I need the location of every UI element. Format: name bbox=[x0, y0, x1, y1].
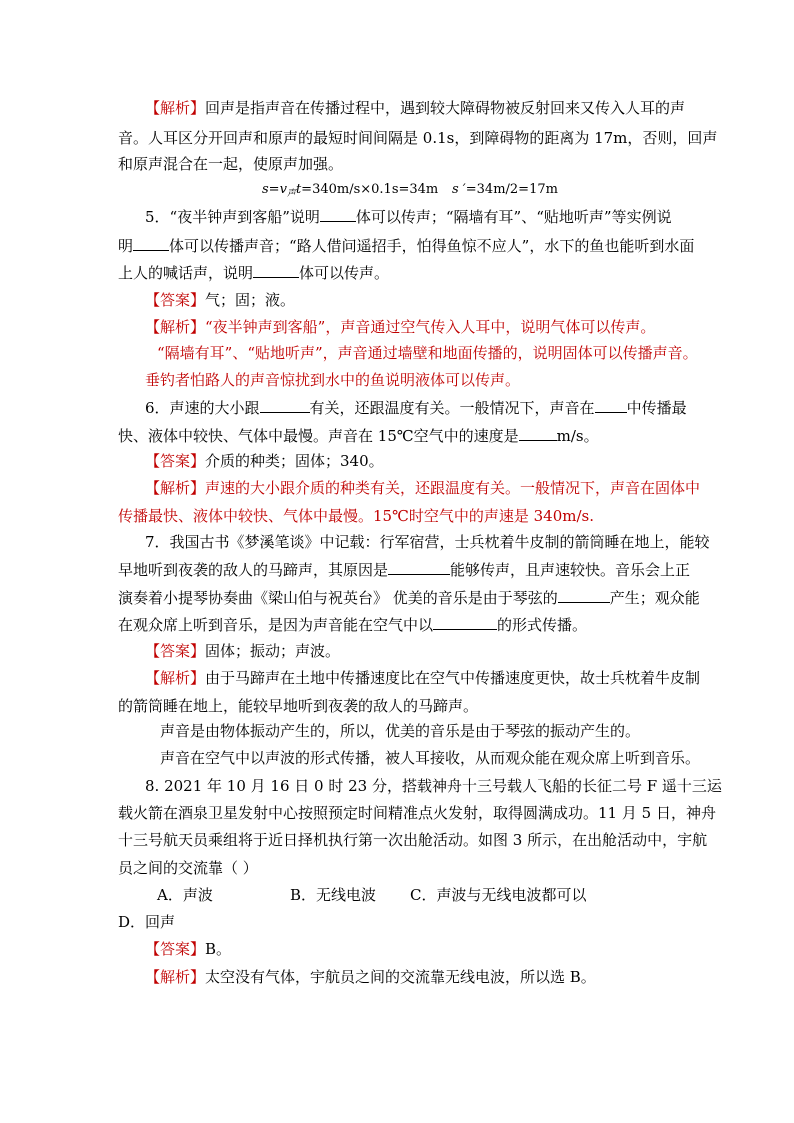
question-7-line: 在观众席上听到音乐，是因为声音能在空气中以 的形式传播。 bbox=[118, 616, 588, 634]
answer-line bbox=[145, 451, 384, 471]
question-6-line: 6．声速的大小跟 有关，还跟温度有关。一般情况下，声音在 中传播最 bbox=[145, 399, 687, 417]
answer-text: 介质的种类；固体；340。 bbox=[205, 452, 384, 470]
answer-tag: 【答案】 bbox=[145, 940, 206, 958]
answer-blank bbox=[133, 235, 169, 251]
answer-tag: 【答案】 bbox=[145, 452, 206, 470]
answer-tag: 【答案】 bbox=[145, 291, 206, 309]
analysis-line: 的箭筒睡在地上，能较早地听到夜袭的敌人的马蹄声。 bbox=[118, 697, 479, 715]
analysis-line: 声音在空气中以声波的形式传播，被人耳接收，从而观众能在观众席上听到音乐。 bbox=[160, 749, 701, 767]
answer-text: 固体；振动；声波。 bbox=[205, 642, 341, 660]
question-5-line: 5．“夜半钟声到客船”说明 体可以传声；“隔墙有耳”、“贴地听声”等实例说 bbox=[145, 208, 672, 226]
formula-right: s ′=34m/2=17m bbox=[452, 182, 558, 197]
option-a: A．声波 bbox=[157, 886, 213, 904]
analysis-text: 回声是指声音在传播过程中，遇到较大障碍物被反射回来又传入人耳的声 bbox=[205, 99, 686, 117]
analysis-line: 【解析】“夜半钟声到客船”，声音通过空气传入人耳中，说明气体可以传声。 bbox=[145, 318, 656, 336]
question-7-line: 早地听到夜袭的敌人的马蹄声，其原因是 能够传声，且声速较快。音乐会上正 bbox=[118, 561, 691, 579]
question-6-line: 快、液体中较快、气体中最慢。声音在 15℃空气中的速度是 m/s。 bbox=[118, 427, 599, 445]
answer-text: 气；固；液。 bbox=[205, 291, 296, 309]
question-8-line: 载火箭在酒泉卫星发射中心按照预定时间精准点火发射，取得圆满成功。11 月 5 日，神舟 bbox=[118, 804, 716, 822]
answer-blank bbox=[595, 397, 627, 413]
answer-blank bbox=[320, 206, 356, 222]
question-8-line: 十三号航天员乘组将于近日择机执行第一次出舱活动。如图 3 所示，在出舱活动中，宇航 bbox=[118, 831, 708, 849]
answer-blank bbox=[558, 587, 610, 603]
answer-text: B。 bbox=[205, 940, 232, 958]
answer-blank bbox=[388, 559, 450, 575]
option-c: C．声波与无线电波都可以 bbox=[410, 886, 587, 904]
question-7-line: 演奏着小提琴协奏曲《梁山伯与祝英台》 优美的音乐是由于琴弦的 产生；观众能 bbox=[118, 589, 700, 607]
question-8-line: 员之间的交流靠（ ） bbox=[118, 859, 258, 877]
analysis-line: 传播最快、液体中较快、气体中最慢。15℃时空气中的声速是 340m/s. bbox=[118, 507, 595, 525]
analysis-line: 音。人耳区分开回声和原声的最短时间间隔是 0.1s，到障碍物的距离为 17m，否则，回声 bbox=[118, 129, 718, 147]
analysis-line: 和原声混合在一起，使原声加强。 bbox=[118, 155, 344, 173]
answer-blank bbox=[260, 397, 310, 413]
answer-blank bbox=[519, 425, 557, 441]
option-b: B．无线电波 bbox=[290, 886, 377, 904]
analysis-line: 垂钓者怕路人的声音惊扰到水中的鱼说明液体可以传声。 bbox=[145, 371, 521, 389]
question-7-line: 7．我国古书《梦溪笔谈》中记载：行军宿营，士兵枕着牛皮制的箭筒睡在地上，能较 bbox=[145, 533, 710, 551]
analysis-line: 【解析】由于马蹄声在土地中传播速度比在空气中传播速度更快，故士兵枕着牛皮制 bbox=[145, 669, 701, 687]
analysis-line: 【解析】太空没有气体，宇航员之间的交流靠无线电波，所以选 B。 bbox=[145, 968, 596, 986]
question-5-line: 上人的喊话声，说明 体可以传声。 bbox=[118, 264, 390, 282]
answer-blank bbox=[253, 262, 299, 278]
analysis-line: 【解析】声速的大小跟介质的种类有关，还跟温度有关。一般情况下，声音在固体中 bbox=[145, 479, 701, 497]
question-5-line: 明 体可以传播声音；“路人借问遥招手，怕得鱼惊不应人”，水下的鱼也能听到水面 bbox=[118, 237, 695, 255]
analysis-line: 声音是由物体振动产生的，所以，优美的音乐是由于琴弦的振动产生的。 bbox=[160, 722, 641, 740]
question-8-line: 8. 2021 年 10 月 16 日 0 时 23 分，搭载神舟十三号载人飞船的长征二号 F 遥十三运 bbox=[145, 777, 722, 795]
analysis-tag: 【解析】 bbox=[145, 968, 206, 986]
option-d: D．回声 bbox=[118, 913, 176, 931]
formula-left: $s=v_声t=340m/s\times 0.1s=34m$ bbox=[262, 182, 439, 199]
analysis-tag: 【解析】 bbox=[145, 99, 206, 117]
analysis-line: “隔墙有耳”、“贴地听声”，声音通过墙壁和地面传播的，说明固体可以传播声音。 bbox=[157, 344, 698, 362]
analysis-line bbox=[145, 98, 685, 118]
answer-tag: 【答案】 bbox=[145, 642, 206, 660]
answer-blank bbox=[433, 614, 497, 630]
answer-line bbox=[145, 290, 295, 310]
answer-line bbox=[145, 939, 231, 959]
answer-line bbox=[145, 641, 340, 661]
